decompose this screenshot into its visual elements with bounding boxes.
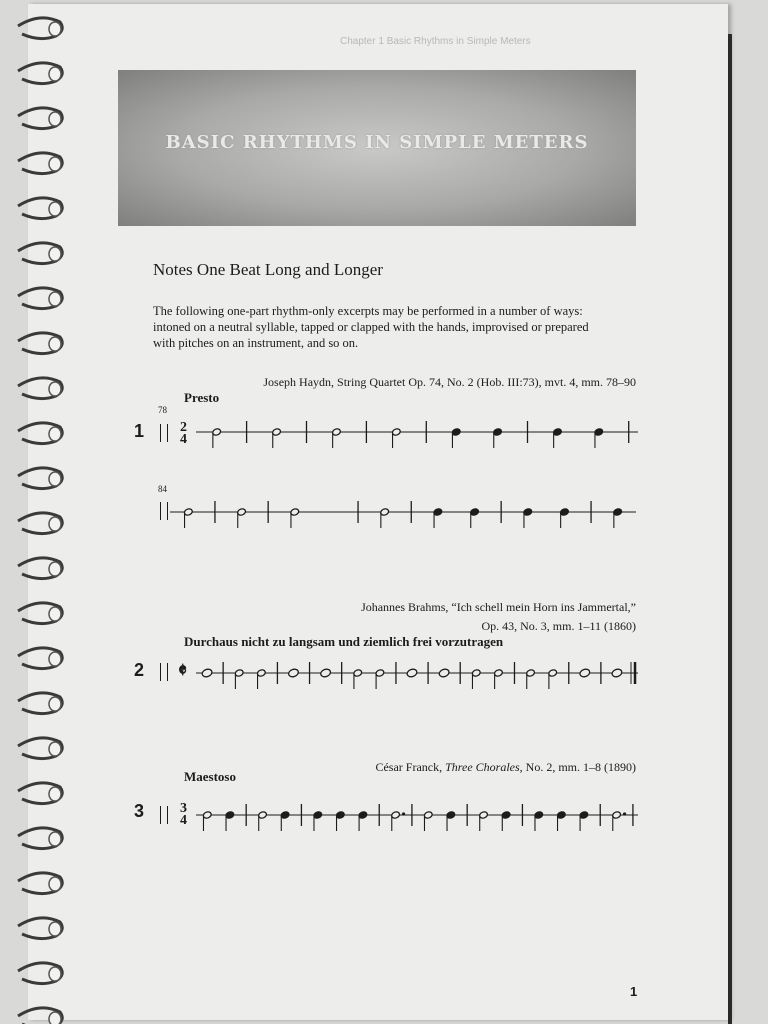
example-1-attribution: Joseph Haydn, String Quartet Op. 74, No. 2 (Hob. III:73), mvt. 4, mm. 78–90 bbox=[263, 375, 636, 389]
whole-note bbox=[406, 668, 418, 678]
intro-paragraph: The following one-part rhythm-only excerpts may be performed in a number of ways: intoned on a neutral syllable, tapped or clapped with the hands, improvised or prepared with pitches on an instrument, and so on. bbox=[153, 304, 589, 350]
time-sig-top: 2 bbox=[180, 420, 187, 435]
time-sig-top: 3 bbox=[180, 801, 187, 816]
example-2-attribution-line2: Op. 43, No. 3, mm. 1–11 (1860) bbox=[481, 619, 636, 633]
whole-note bbox=[611, 668, 623, 678]
example-2-attribution-line1: Johannes Brahms, “Ich schell mein Horn ins Jammertal,” bbox=[361, 600, 636, 614]
time-sig-bottom: 4 bbox=[180, 432, 187, 447]
chapter-title: BASIC RHYTHMS IN SIMPLE METERS bbox=[165, 132, 589, 153]
example-1-measure-78: 78 bbox=[158, 405, 167, 415]
example-1-tempo: Presto bbox=[184, 390, 220, 405]
example-3-composer: César Franck, bbox=[375, 760, 446, 774]
augmentation-dot bbox=[623, 812, 626, 815]
example-1-number: 1 bbox=[134, 421, 145, 441]
page-number: 1 bbox=[630, 984, 638, 999]
cut-time-signature: 𝄵 bbox=[178, 660, 187, 682]
time-sig-bottom: 4 bbox=[180, 813, 187, 828]
whole-note bbox=[579, 668, 591, 678]
example-3-number: 3 bbox=[134, 801, 145, 821]
example-2-number: 2 bbox=[134, 660, 145, 680]
whole-note bbox=[201, 668, 213, 678]
augmentation-dot bbox=[402, 812, 405, 815]
example-3-tempo: Maestoso bbox=[184, 769, 236, 784]
whole-note bbox=[288, 668, 300, 678]
section-title: Notes One Beat Long and Longer bbox=[153, 260, 383, 279]
whole-note bbox=[320, 668, 332, 678]
example-2-tempo: Durchaus nicht zu langsam und ziemlich frei vorzutragen bbox=[184, 634, 504, 649]
example-1-measure-84: 84 bbox=[158, 484, 167, 494]
example-3-details: , No. 2, mm. 1–8 (1890) bbox=[519, 760, 636, 774]
example-3-work-title: Three Chorales bbox=[445, 760, 520, 774]
running-head: Chapter 1 Basic Rhythms in Simple Meters bbox=[340, 36, 531, 47]
whole-note bbox=[438, 668, 450, 678]
